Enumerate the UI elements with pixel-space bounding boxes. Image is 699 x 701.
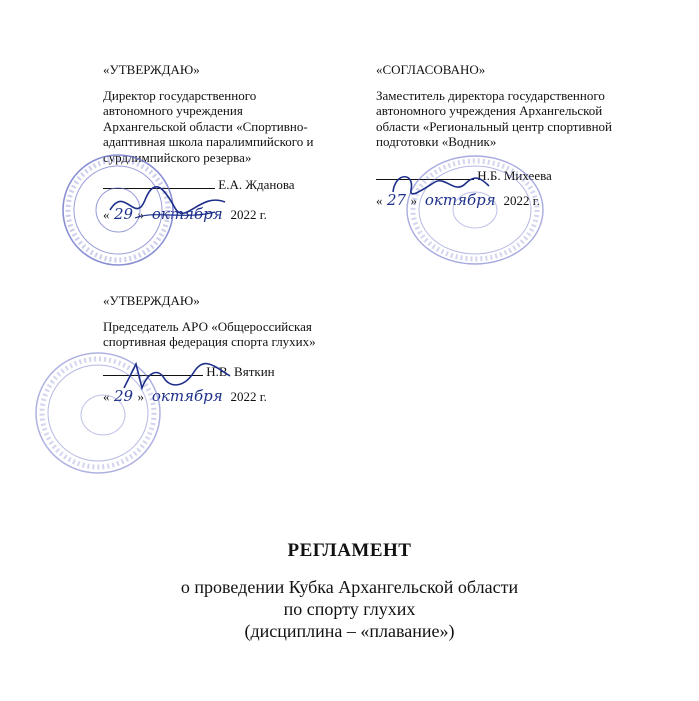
title-line: по спорту глухих bbox=[283, 599, 416, 619]
approval-heading: «УТВЕРЖДАЮ» bbox=[103, 293, 200, 308]
title-line: о проведении Кубка Архангельской области bbox=[180, 577, 519, 597]
signer-name: Н.В. Вяткин bbox=[206, 363, 275, 379]
agreed-block bbox=[376, 62, 666, 209]
approval-date: « 29 » октября 2022 г. bbox=[103, 204, 267, 223]
position-line: автономного учреждения Архангельской bbox=[376, 103, 603, 118]
position-line: Заместитель директора государственного bbox=[376, 87, 605, 103]
title-line: (дисциплина – «плавание») bbox=[244, 621, 455, 641]
signer-name: Е.А. Жданова bbox=[218, 177, 295, 192]
position-line: области «Региональный центр спортивной bbox=[376, 118, 612, 134]
approval-date: « 29 » октября 2022 г. bbox=[103, 387, 267, 405]
date-year: 2022 г. bbox=[230, 206, 267, 222]
date-year: 2022 г. bbox=[503, 193, 540, 208]
agreed-date: « 27 » октября 2022 г. bbox=[376, 191, 540, 209]
agreed-heading: «СОГЛАСОВАНО» bbox=[376, 62, 486, 77]
date-year: 2022 г. bbox=[230, 389, 267, 404]
position-line: спортивная федерация спорта глухих» bbox=[103, 334, 316, 349]
signature-line bbox=[103, 364, 373, 380]
document-title-block bbox=[0, 540, 699, 642]
document-title: РЕГЛАМЕНТ bbox=[287, 540, 412, 561]
position-line: подготовки «Водник» bbox=[376, 134, 497, 149]
approval-block-chairman bbox=[103, 293, 373, 405]
signature-line bbox=[103, 177, 353, 193]
position-line: Архангельской области «Спортивно- bbox=[103, 118, 308, 134]
position-line: Директор государственного bbox=[103, 87, 257, 103]
date-day: 29 bbox=[113, 387, 134, 405]
date-month: октября bbox=[151, 387, 223, 405]
position-line: адаптивная школа паралимпийского и bbox=[103, 134, 314, 149]
approval-heading: «УТВЕРЖДАЮ» bbox=[103, 62, 200, 77]
date-day: 27 bbox=[386, 191, 407, 209]
position-line: сурдлимпийского резерва» bbox=[103, 149, 252, 165]
approval-block-director bbox=[103, 62, 353, 222]
date-day: 29 bbox=[113, 204, 134, 223]
position-line: автономного учреждения bbox=[103, 103, 243, 118]
date-month: октября bbox=[424, 191, 496, 209]
signer-name: Н.Б. Михеева bbox=[477, 167, 552, 183]
date-month: октября bbox=[151, 204, 223, 223]
signature-line bbox=[376, 168, 666, 184]
position-line: Председатель АРО «Общероссийская bbox=[103, 318, 312, 334]
